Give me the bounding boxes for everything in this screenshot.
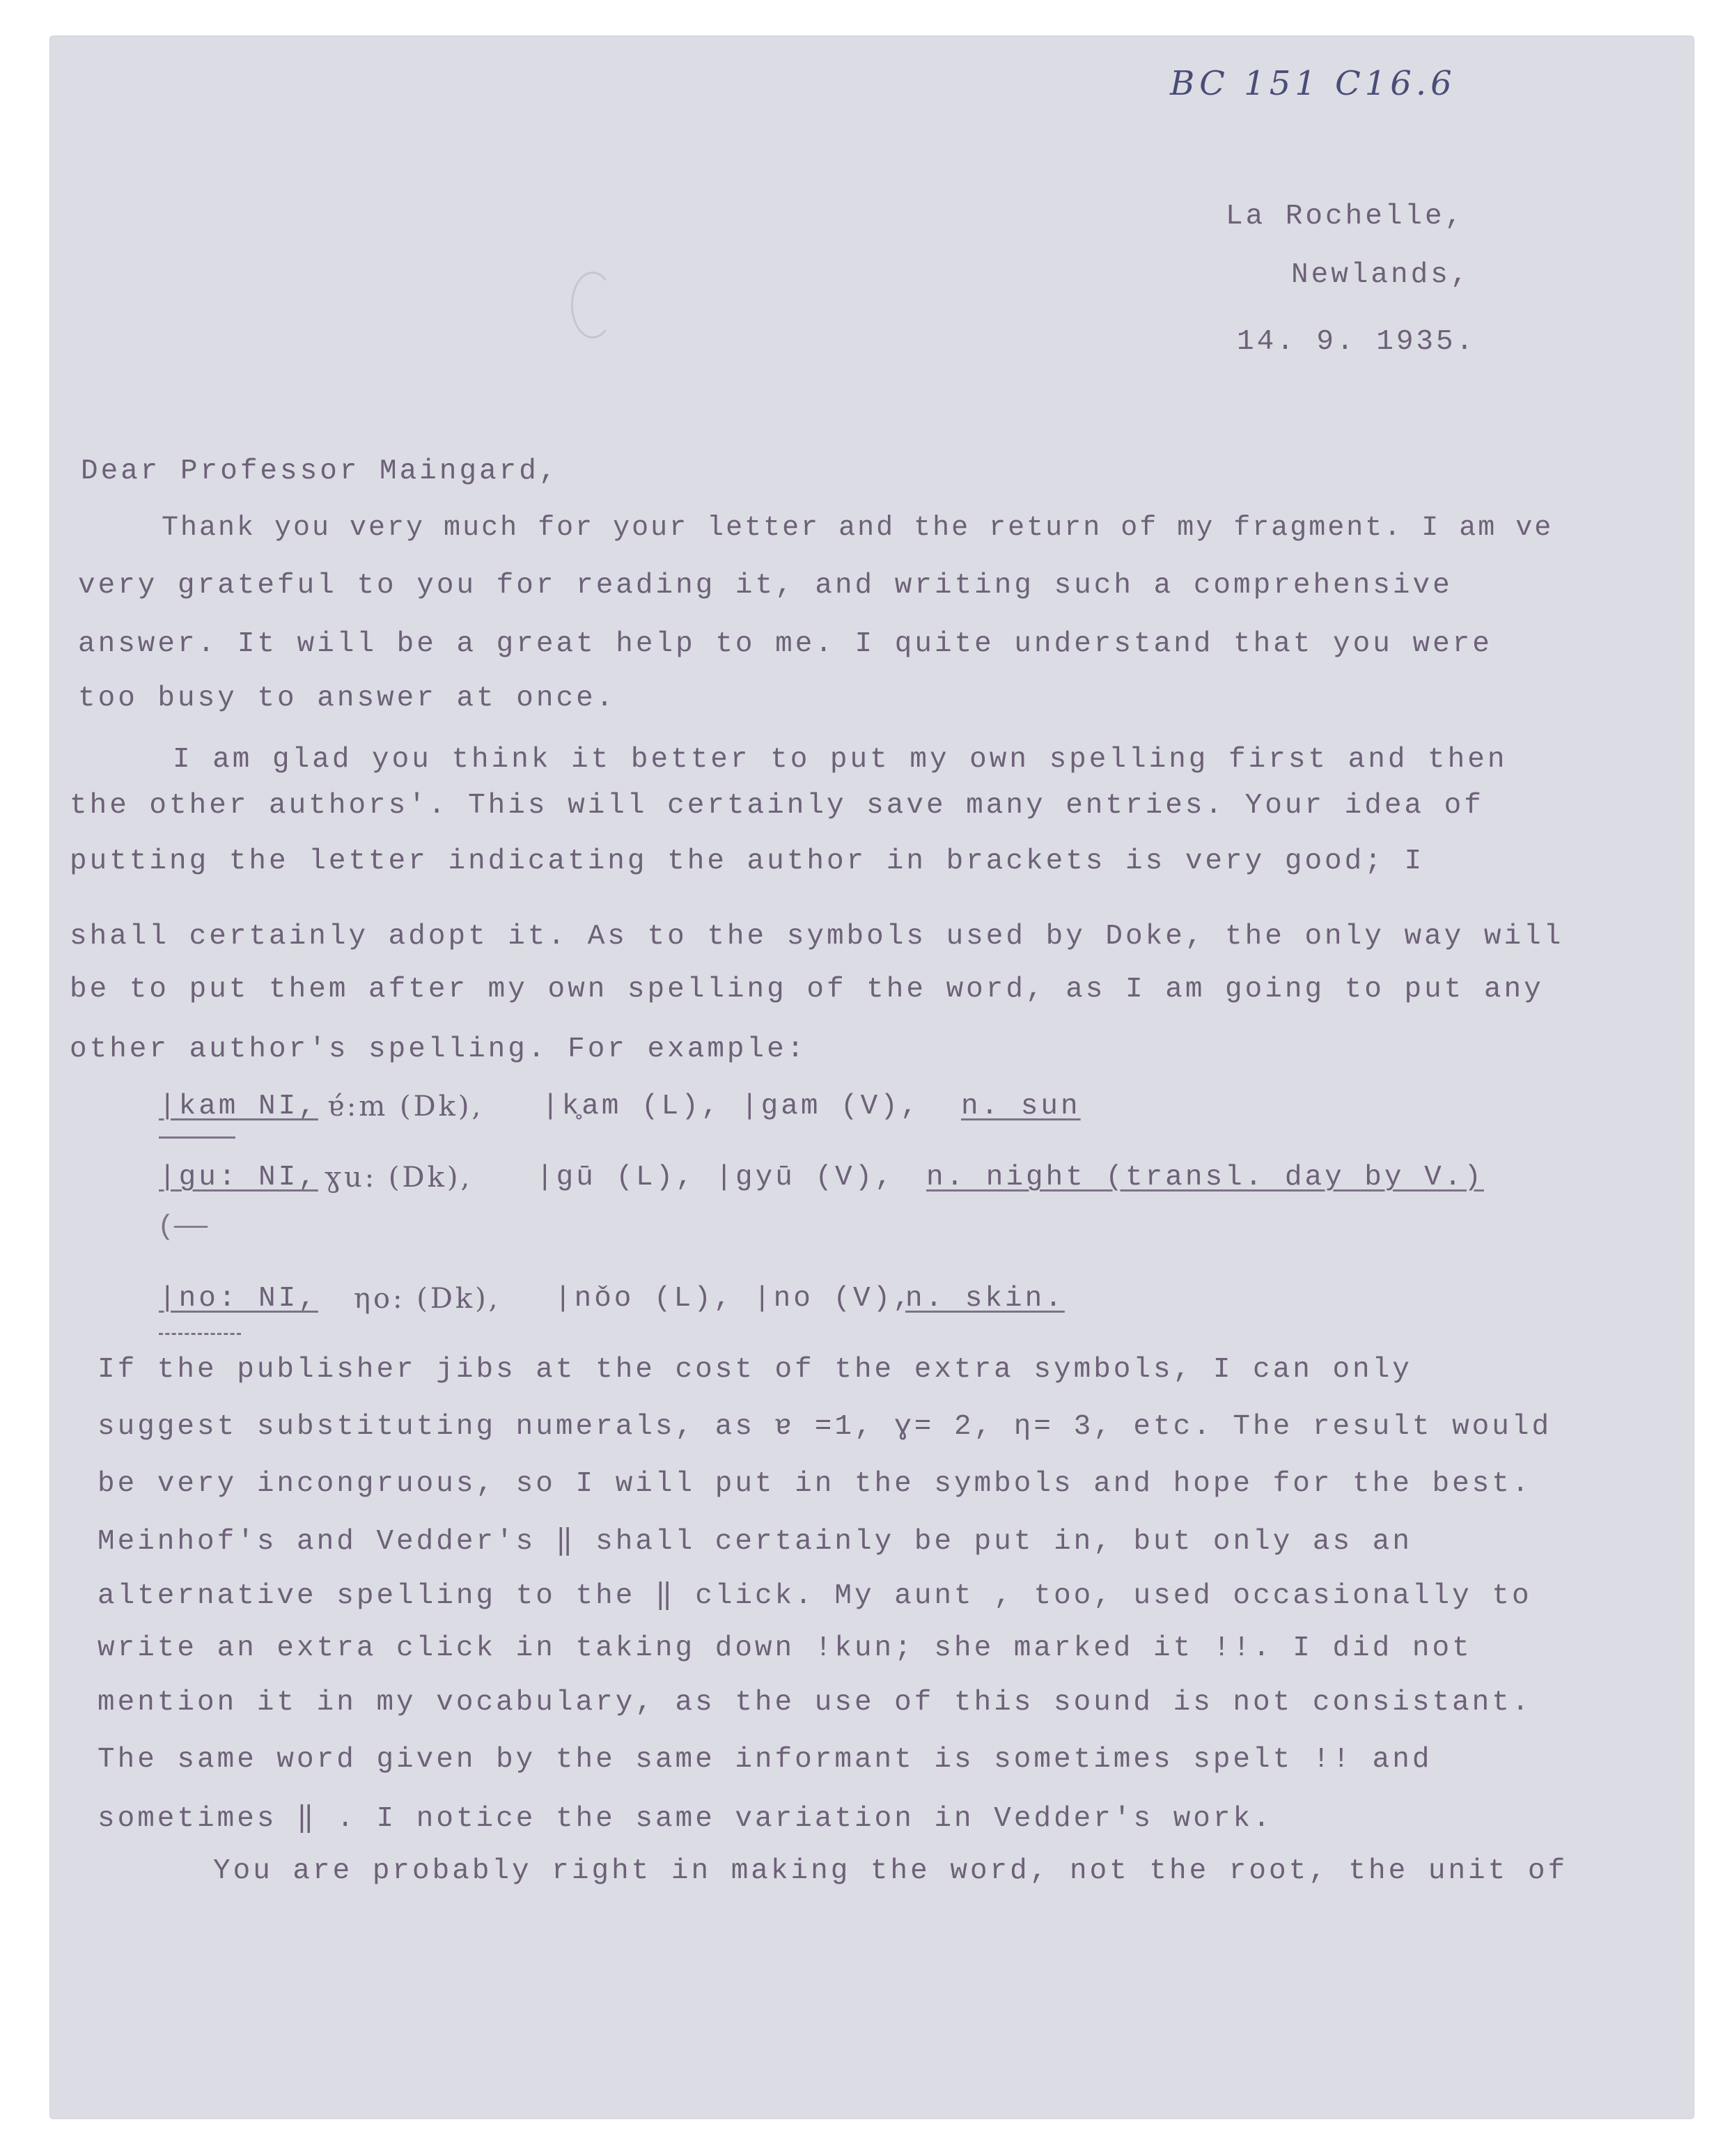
paragraph-3-line: be very incongruous, so I will put in the symbols and hope for the best. xyxy=(97,1468,1532,1500)
example-gloss: n. night (transl. day by V.) xyxy=(926,1162,1484,1194)
paragraph-2-line: shall certainly adopt it. As to the symbols used by Doke, the only way will xyxy=(70,921,1564,953)
paragraph-1-line: very grateful to you for reading it, and writing such a comprehensive xyxy=(78,570,1453,602)
struck-paren-mark: (―― xyxy=(157,1212,208,1243)
address-line-2: Newlands, xyxy=(1291,259,1471,291)
paragraph-2-line: I am glad you think it better to put my own spelling first and then xyxy=(173,744,1508,776)
example-doke-form: ɣu: (Dk), xyxy=(325,1162,473,1194)
paragraph-3-line: If the publisher jibs at the cost of the extra symbols, I can only xyxy=(97,1354,1412,1386)
paragraph-3-line: write an extra click in taking down !kun; she marked it !!. I did not xyxy=(97,1632,1472,1664)
paragraph-3-line: alternative spelling to the ‖ click. My aunt , too, used occasionally to xyxy=(97,1580,1532,1612)
paragraph-2-line: putting the letter indicating the author in brackets is very good; I xyxy=(70,845,1425,877)
paragraph-3-line: The same word given by the same informant is sometimes spelt !! and xyxy=(97,1744,1433,1776)
example-gloss: n. sun xyxy=(961,1091,1081,1123)
example-gloss: n. skin. xyxy=(905,1283,1065,1315)
letter-date: 14. 9. 1935. xyxy=(1237,326,1476,358)
example-other-forms: |gū (L), |gyū (V), xyxy=(536,1162,895,1194)
paragraph-1-line: answer. It will be a great help to me. I quite understand that you were xyxy=(78,628,1492,660)
example-headword: |no: NI, xyxy=(159,1283,318,1315)
example-other-forms: |nǒo (L), |no (V), xyxy=(554,1283,913,1315)
example-headword: |kam NI, xyxy=(159,1091,318,1123)
salutation: Dear Professor Maingard, xyxy=(81,455,559,487)
example-headword: |gu: NI, xyxy=(159,1162,318,1194)
underline-mark xyxy=(159,1136,235,1139)
paragraph-3-line: suggest substituting numerals, as ɐ =1, ɣ= 2, η= 3, etc. The result would xyxy=(97,1411,1552,1443)
address-line-1: La Rochelle, xyxy=(1226,201,1465,233)
paper-crease-mark xyxy=(571,272,614,338)
paragraph-2-line: the other authors'. This will certainly save many entries. Your idea of xyxy=(70,790,1484,822)
paragraph-4-line: You are probably right in making the word, not the root, the unit of xyxy=(213,1855,1568,1887)
example-doke-form: ɐ́:m (Dk), xyxy=(327,1091,484,1123)
paragraph-2-line: be to put them after my own spelling of the word, as I am going to put any xyxy=(70,974,1544,1006)
paragraph-1-line: too busy to answer at once. xyxy=(78,682,616,714)
paragraph-2-line: other author's spelling. For example: xyxy=(70,1033,807,1065)
paragraph-3-line: mention it in my vocabulary, as the use of this sound is not consistant. xyxy=(97,1687,1532,1719)
paragraph-3-line: sometimes ‖ . I notice the same variation in Vedder's work. xyxy=(97,1803,1273,1835)
paragraph-1-line: Thank you very much for your letter and the return of my fragment. I am ve xyxy=(162,513,1554,544)
example-doke-form: ηo: (Dk), xyxy=(354,1283,501,1315)
dashed-underline-mark xyxy=(159,1333,241,1335)
paragraph-3-line: Meinhof's and Vedder's ‖ shall certainly be put in, but only as an xyxy=(97,1526,1412,1558)
archive-reference: BC 151 C16.6 xyxy=(1170,64,1456,103)
example-other-forms: |k̥am (L), |gam (V), xyxy=(542,1091,921,1123)
